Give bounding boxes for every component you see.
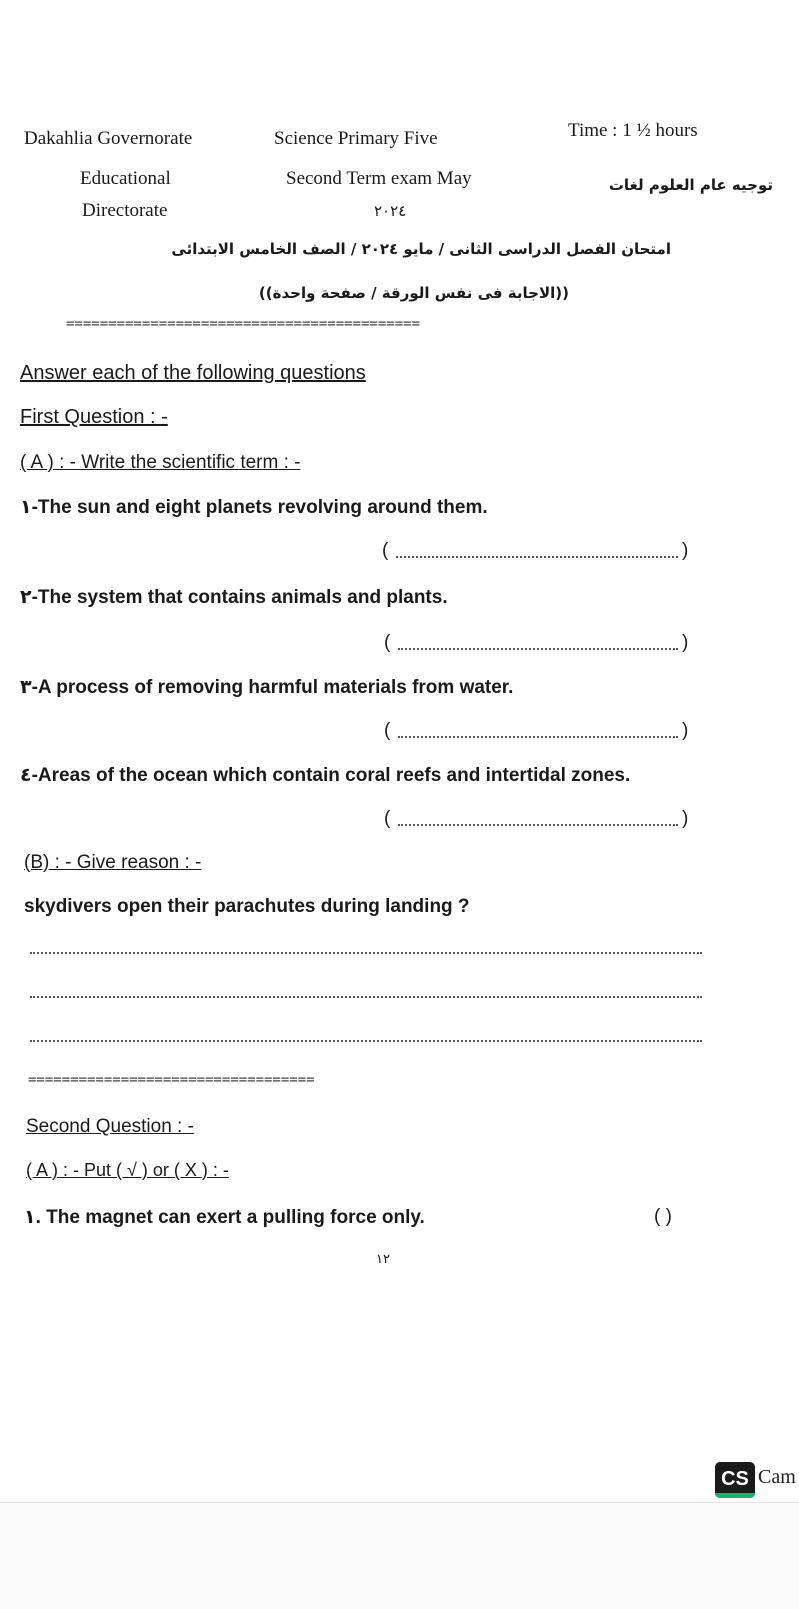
camscanner-label: Cam: [758, 1466, 796, 1488]
reason-answer-line-1[interactable]: [30, 952, 702, 954]
header-educational: Educational: [80, 168, 171, 189]
term-item-3: ٣-A process of removing harmful materials from water.: [20, 677, 514, 698]
reason-answer-line-3[interactable]: [30, 1040, 702, 1042]
term-item-4: ٤-Areas of the ocean which contain coral reefs and intertidal zones.: [20, 765, 631, 786]
term-item-2: ٢-The system that contains animals and plants.: [20, 587, 448, 608]
header-directorate: Directorate: [82, 200, 168, 221]
answer-open-paren-1: (: [382, 540, 389, 561]
tf-answer-box-1[interactable]: ( ): [654, 1206, 672, 1227]
give-reason-question: skydivers open their parachutes during landing ?: [24, 896, 470, 917]
first-question-title: First Question : -: [20, 406, 168, 428]
second-part-a-title: ( A ) : - Put ( √ ) or ( X ) : -: [26, 1160, 229, 1180]
instruction: Answer each of the following questions: [20, 362, 366, 384]
middle-separator: ==================================: [28, 1072, 315, 1088]
part-a-title: ( A ) : - Write the scientific term : -: [20, 452, 301, 473]
answer-line-3[interactable]: [398, 736, 678, 738]
answer-open-paren-4: (: [384, 808, 391, 829]
header-arabic-title: امتحان الفصل الدراسى الثانى / مايو ٢٠٢٤ / الصف الخامس الابتدائى: [171, 240, 671, 258]
top-separator: ==========================================: [66, 316, 421, 332]
header-arabic-dept: توجيه عام العلوم لغات: [608, 176, 773, 194]
part-b-title: (B) : - Give reason : -: [24, 852, 202, 873]
camscanner-logo: [715, 1462, 755, 1498]
answer-line-4[interactable]: [398, 824, 678, 826]
header-exam: Second Term exam May: [286, 168, 472, 189]
reason-answer-line-2[interactable]: [30, 996, 702, 998]
camscanner-stripe: [715, 1493, 755, 1498]
bottom-area: [0, 1502, 799, 1609]
header-subject: Science Primary Five: [274, 128, 438, 149]
header-governorate: Dakahlia Governorate: [24, 128, 193, 149]
answer-line-2[interactable]: [398, 648, 678, 650]
tf-item-1: ١. The magnet can exert a pulling force only.: [24, 1207, 425, 1228]
page-number: ١٢: [376, 1252, 390, 1267]
answer-open-paren-3: (: [384, 720, 391, 741]
header-time: Time : 1 ½ hours: [568, 120, 698, 141]
answer-line-1[interactable]: [396, 556, 678, 558]
answer-close-paren-2: ): [682, 632, 689, 653]
header-arabic-note: ((الاجابة فى نفس الورقة / صفحة واحدة)): [258, 284, 569, 302]
camscanner-badge-text: CS: [721, 1468, 749, 1490]
answer-open-paren-2: (: [384, 632, 391, 653]
term-item-1: ١-The sun and eight planets revolving around them.: [20, 497, 488, 518]
top-strip: [0, 0, 799, 23]
answer-close-paren-1: ): [682, 540, 689, 561]
answer-close-paren-3: ): [682, 720, 689, 741]
answer-close-paren-4: ): [682, 808, 689, 829]
header-year: ٢٠٢٤: [374, 202, 407, 220]
second-question-title: Second Question : -: [26, 1116, 194, 1137]
